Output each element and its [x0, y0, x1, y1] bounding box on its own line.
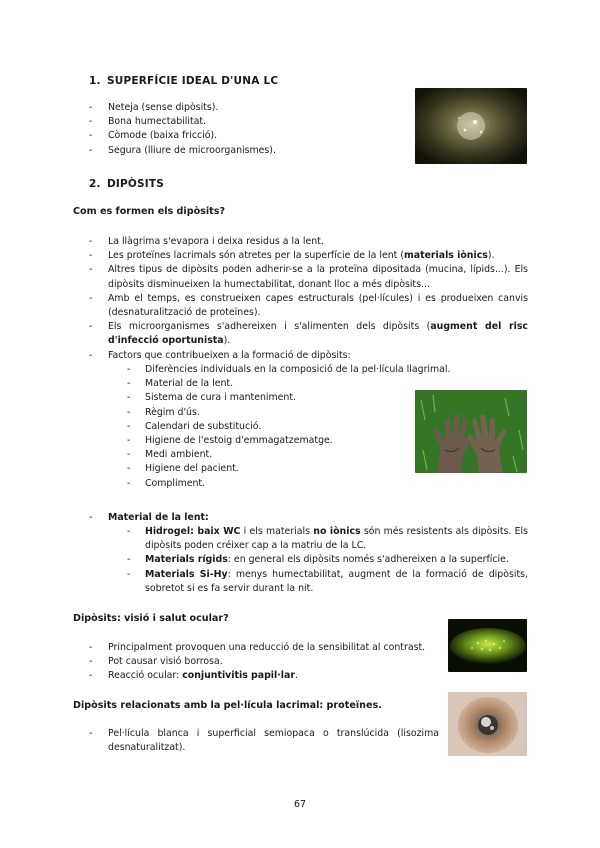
- list-item: - Principalment provoquen una reducció de la sensibilitat al contrast.: [89, 641, 449, 655]
- protein-deposit-eye-photo: [448, 692, 527, 756]
- list-item: - Còmode (baixa fricció).: [89, 129, 389, 143]
- section-1-heading: [89, 74, 278, 88]
- list-item: - La llàgrima s'evapora i deixa residus a la lent.: [89, 235, 528, 249]
- material-list: [89, 511, 529, 525]
- vision-heading: Dipòsits: visió i salut ocular?: [73, 613, 229, 624]
- list-item: - Compliment.: [127, 477, 467, 491]
- list-item: - Hidrogel: baix WC i els materials no iònics són més resistents als dipòsits. Els dipòsits poden créixer cap a la matriu de la LC.: [127, 525, 528, 553]
- material-sublist: [127, 525, 528, 596]
- section-2-heading: [89, 177, 164, 191]
- proteins-heading: Dipòsits relacionats amb la pel·lícula lacrimal: proteïnes.: [73, 700, 382, 711]
- page-number: 67: [293, 799, 307, 810]
- list-item: - Materials rígids: en general els dipòsits només s'adhereixen a la superfície.: [127, 553, 528, 567]
- list-item: - Medi ambient.: [127, 448, 467, 462]
- proteins-list: [89, 727, 439, 755]
- list-item: [89, 511, 529, 525]
- ideal-surface-list: [89, 101, 389, 158]
- list-item: - Amb el temps, es construeixen capes estructurals (pel·lícules) i es produeixen canvis (desnaturalització de proteïnes).: [89, 292, 528, 320]
- list-item: - Higiene del pacient.: [127, 462, 467, 476]
- material-label: Material de la lent:: [108, 512, 209, 523]
- papillary-conjunctivitis-photo: [448, 619, 527, 672]
- list-item: - Els microorganismes s'adhereixen i s'alimenten dels dipòsits (augment del risc d'infecció oportunista).: [89, 320, 528, 348]
- formation-heading: Com es formen els dipòsits?: [73, 206, 226, 217]
- formation-list: [89, 235, 528, 363]
- list-item: - Reacció ocular: conjuntivitis papil·lar.: [89, 669, 449, 683]
- dirty-hands-photo: [415, 390, 527, 473]
- list-item: - Sistema de cura i manteniment.: [127, 391, 467, 405]
- list-item: - Bona humectabilitat.: [89, 115, 389, 129]
- list-item: - Pel·lícula blanca i superficial semiopaca o translúcida (lisozima desnaturalitzat).: [89, 727, 439, 755]
- list-item: - Altres tipus de dipòsits poden adherir-se a la proteïna dipositada (mucina, lípids...). Els dipòsits disminueixen la humectabilitat, donant lloc a més dipòsits...: [89, 263, 528, 291]
- section-2-title: DIPÒSITS: [107, 178, 165, 190]
- list-item: - Segura (lliure de microorganismes).: [89, 144, 389, 158]
- list-item: - Les proteïnes lacrimals són atretes per la superfície de la lent (materials iònics).: [89, 249, 528, 263]
- list-item: - Règim d'ús.: [127, 406, 467, 420]
- list-item: - Factors que contribueixen a la formació de dipòsits:: [89, 349, 528, 363]
- list-item: - Calendari de substitució.: [127, 420, 467, 434]
- list-item: - Diferències individuals en la composició de la pel·lícula llagrimal.: [127, 363, 467, 377]
- list-item: - Pot causar visió borrosa.: [89, 655, 449, 669]
- vision-list: [89, 641, 449, 684]
- list-item: - Neteja (sense dipòsits).: [89, 101, 389, 115]
- list-item: - Materials Si-Hy: menys humectabilitat, augment de la formació de dipòsits, sobretot si es fa servir durant la nit.: [127, 568, 528, 596]
- list-item: - Higiene de l'estoig d'emmagatzematge.: [127, 434, 467, 448]
- section-2-number: 2.: [89, 178, 101, 190]
- eye-deposits-photo: [415, 88, 527, 164]
- section-1-number: 1.: [89, 75, 101, 87]
- list-item: - Material de la lent.: [127, 377, 467, 391]
- section-1-title: SUPERFÍCIE IDEAL D'UNA LC: [107, 75, 279, 87]
